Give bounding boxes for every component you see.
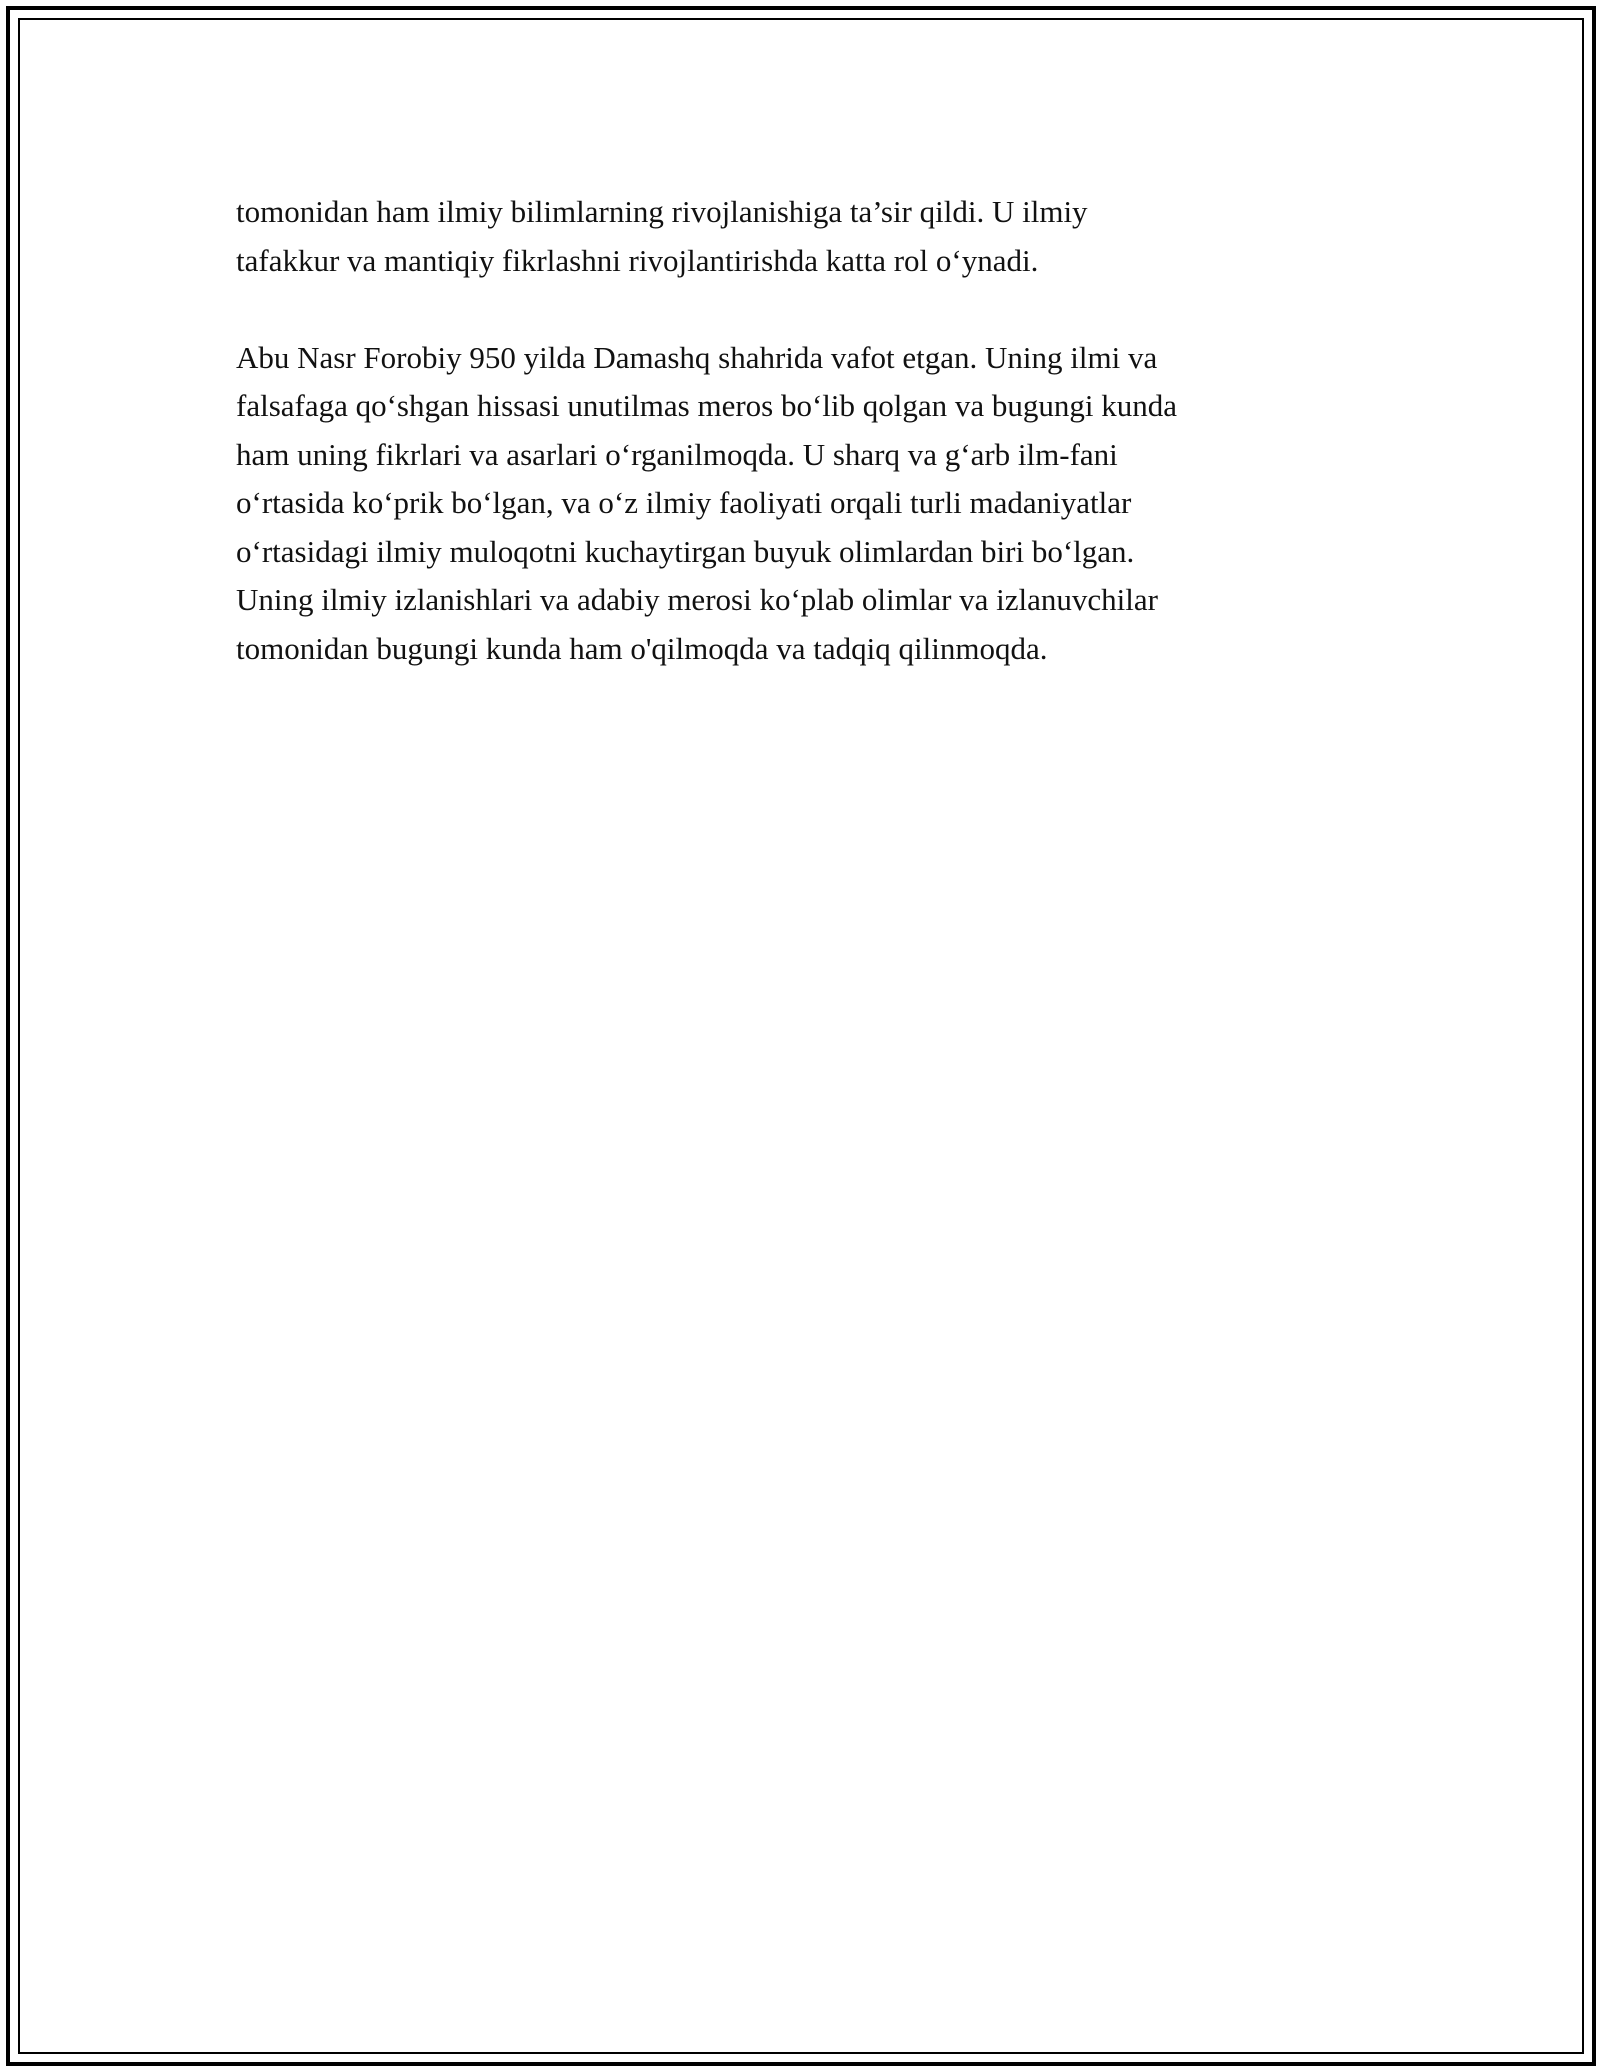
text-line: tomonidan bugungi kunda ham o'qilmoqda va tadqiq qilinmoqda. bbox=[236, 630, 1048, 666]
text-line: falsafaga qo‘shgan hissasi unutilmas meros bo‘lib qolgan va bugungi kunda bbox=[236, 388, 1178, 423]
text-line: ham uning fikrlari va asarlari o‘rganilmoqda. U sharq va g‘arb ilm-fani bbox=[236, 436, 1118, 472]
text-line: o‘rtasida ko‘prik bo‘lgan, va o‘z ilmiy faoliyati orqali turli madaniyatlar bbox=[236, 485, 1132, 520]
paragraph-2 bbox=[236, 334, 1366, 674]
text-line: o‘rtasidagi ilmiy muloqotni kuchaytirgan buyuk olimlardan biri bo‘lgan. bbox=[236, 533, 1135, 569]
document-body bbox=[236, 188, 1366, 722]
text-line: Uning ilmiy izlanishlari va adabiy merosi ko‘plab olimlar va izlanuvchilar bbox=[236, 582, 1158, 617]
text-line: tafakkur va mantiqiy fikrlashni rivojlantirishda katta rol o‘ynadi. bbox=[236, 242, 1039, 278]
text-line: Abu Nasr Forobiy 950 yilda Damashq shahrida vafot etgan. Uning ilmi va bbox=[236, 339, 1158, 375]
paragraph-1 bbox=[236, 188, 1366, 285]
text-line: tomonidan ham ilmiy bilimlarning rivojlanishiga ta’sir qildi. U ilmiy bbox=[236, 194, 1088, 229]
